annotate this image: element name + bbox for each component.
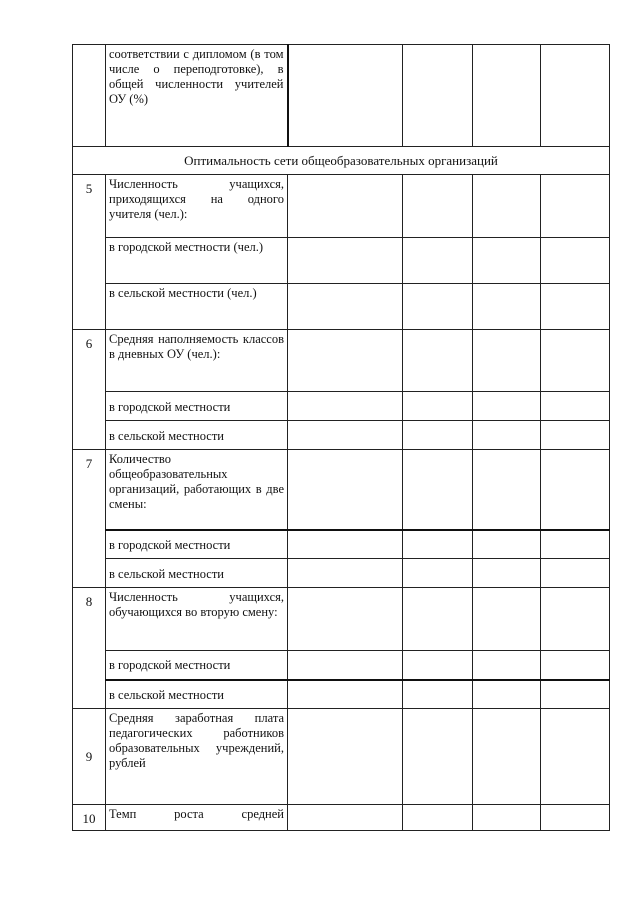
indicator-cell: [106, 450, 288, 530]
value-cell: [288, 450, 403, 530]
value-cell: [403, 805, 473, 831]
row-number: 10: [73, 805, 106, 831]
value-cell: [541, 175, 610, 238]
value-cell: [541, 709, 610, 805]
indicator-cell: [106, 588, 288, 651]
value-cell: [288, 559, 403, 588]
indicator-text: соответствии с дипломом (в том числе о переподготовке), в общей численности учителей ОУ (%): [109, 47, 284, 106]
value-cell: [473, 238, 541, 284]
value-cell: [288, 680, 403, 709]
indicator-text: Средняя заработная плата педагогических работников образовательных учреждений, рублей: [109, 711, 284, 770]
indicator-text: в сельской местности (чел.): [109, 286, 257, 300]
row-number: 9: [73, 709, 106, 805]
value-cell: [541, 421, 610, 450]
indicator-cell: [106, 651, 288, 680]
indicator-cell: [106, 330, 288, 392]
value-cell: [403, 709, 473, 805]
value-cell: [288, 421, 403, 450]
value-cell: [403, 284, 473, 330]
value-cell: [403, 421, 473, 450]
value-cell: [473, 421, 541, 450]
value-cell: [473, 45, 541, 147]
table-row: [73, 45, 610, 147]
table-row: [73, 651, 610, 680]
value-cell: [403, 559, 473, 588]
value-cell: [403, 651, 473, 680]
indicator-text: Численность учащихся, обучающихся во вторую смену:: [109, 590, 284, 619]
value-cell: [541, 45, 610, 147]
value-cell: [473, 680, 541, 709]
indicator-text: Численность учащихся, приходящихся на одного учителя (чел.):: [109, 177, 284, 221]
value-cell: [541, 588, 610, 651]
value-cell: [541, 805, 610, 831]
row-number: 6: [73, 330, 106, 450]
indicator-cell: [106, 238, 288, 284]
value-cell: [541, 450, 610, 530]
number-cell: [73, 45, 106, 147]
table-row: [73, 450, 610, 530]
table-row: [73, 805, 610, 831]
row-number: 7: [73, 450, 106, 588]
indicator-text: в сельской местности: [109, 687, 224, 702]
value-cell: [288, 805, 403, 831]
value-cell: [288, 175, 403, 238]
table-row: [73, 238, 610, 284]
section-title: Оптимальность сети общеобразовательных организаций: [73, 147, 610, 175]
table-row: [73, 530, 610, 559]
table-row: [73, 421, 610, 450]
indicator-cell: [106, 709, 288, 805]
value-cell: [541, 238, 610, 284]
indicator-cell: [106, 175, 288, 238]
value-cell: [403, 45, 473, 147]
value-cell: [403, 392, 473, 421]
indicator-text: Темп роста средней: [109, 807, 284, 821]
indicator-cell: [106, 805, 288, 831]
value-cell: [288, 588, 403, 651]
indicators-table: [72, 44, 610, 831]
value-cell: [288, 45, 403, 147]
value-cell: [541, 284, 610, 330]
value-cell: [473, 588, 541, 651]
value-cell: [473, 284, 541, 330]
indicator-cell: [106, 559, 288, 588]
table-row: [73, 559, 610, 588]
indicator-text: в городской местности: [109, 537, 231, 552]
table-row: [73, 392, 610, 421]
indicator-text: в городской местности: [109, 399, 231, 414]
value-cell: [288, 330, 403, 392]
value-cell: [541, 530, 610, 559]
table-row: [73, 588, 610, 651]
table-row: [73, 709, 610, 805]
value-cell: [288, 651, 403, 680]
table-row: [73, 175, 610, 238]
table-row: [73, 284, 610, 330]
row-number: 8: [73, 588, 106, 709]
indicator-cell: [106, 680, 288, 709]
value-cell: [288, 238, 403, 284]
value-cell: [473, 559, 541, 588]
value-cell: [473, 450, 541, 530]
value-cell: [541, 559, 610, 588]
value-cell: [473, 530, 541, 559]
value-cell: [473, 651, 541, 680]
value-cell: [403, 588, 473, 651]
indicator-text: в городской местности (чел.): [109, 240, 264, 254]
value-cell: [403, 238, 473, 284]
value-cell: [288, 284, 403, 330]
indicator-cell: [106, 284, 288, 330]
value-cell: [541, 330, 610, 392]
value-cell: [541, 680, 610, 709]
value-cell: [403, 450, 473, 530]
value-cell: [473, 175, 541, 238]
indicator-text: в сельской местности: [109, 428, 224, 443]
value-cell: [473, 330, 541, 392]
value-cell: [403, 175, 473, 238]
indicator-text: в городской местности: [109, 658, 231, 673]
indicator-text: Количество общеобразовательных организаций, работающих в две смены:: [109, 452, 284, 511]
value-cell: [288, 530, 403, 559]
value-cell: [473, 805, 541, 831]
indicator-cell: [106, 530, 288, 559]
value-cell: [403, 680, 473, 709]
section-row: [73, 147, 610, 175]
value-cell: [541, 651, 610, 680]
table-row: [73, 330, 610, 392]
value-cell: [473, 392, 541, 421]
indicator-cell: [106, 421, 288, 450]
value-cell: [541, 392, 610, 421]
indicator-cell: [106, 45, 288, 147]
indicator-text: в сельской местности: [109, 566, 224, 581]
value-cell: [473, 709, 541, 805]
value-cell: [403, 530, 473, 559]
indicator-text: Средняя наполняемость классов в дневных ОУ (чел.):: [109, 332, 284, 361]
value-cell: [288, 709, 403, 805]
row-number: 5: [73, 175, 106, 330]
indicator-cell: [106, 392, 288, 421]
value-cell: [403, 330, 473, 392]
value-cell: [288, 392, 403, 421]
table-row: [73, 680, 610, 709]
